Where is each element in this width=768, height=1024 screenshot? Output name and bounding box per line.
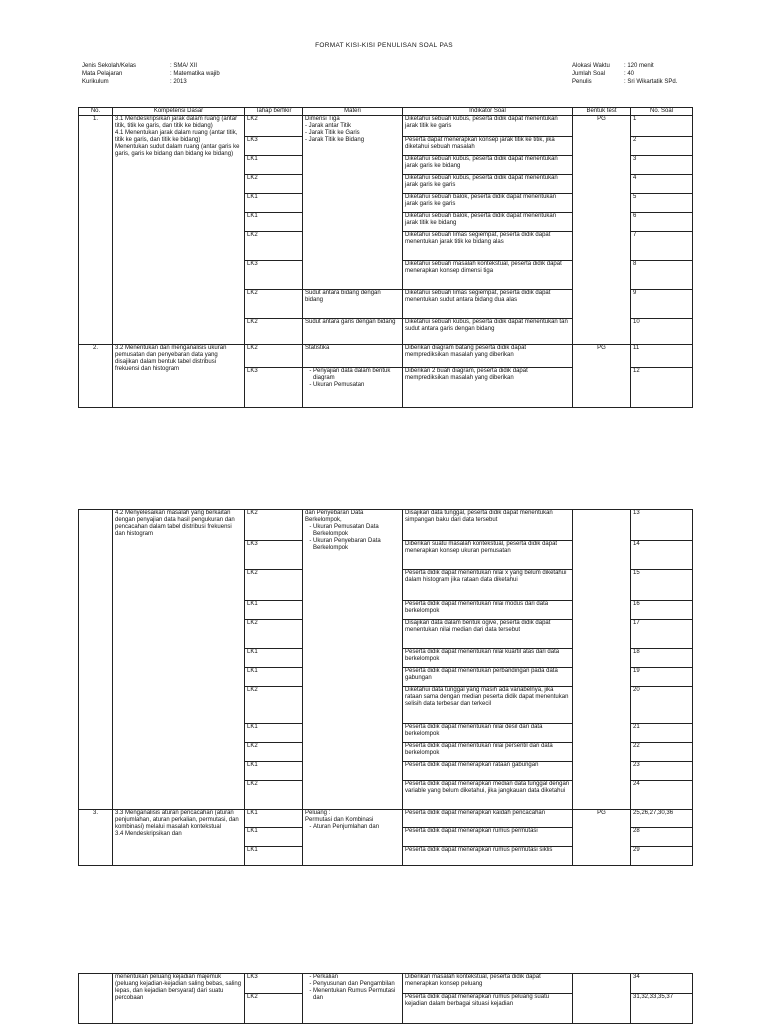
cell-tahap-berfikir: LK3: [245, 541, 303, 570]
cell-materi: [303, 510, 403, 810]
cell-indikator-soal: Peserta didik dapat menentukan nilai desil dari data berkelompok: [403, 724, 573, 743]
cell-no-soal: 34: [631, 974, 693, 994]
cell-tahap-berfikir: LK2: [245, 290, 303, 319]
materi-line: - Jarak Titik ke Bidang: [305, 137, 365, 143]
cell-tahap-berfikir: LK2: [245, 510, 303, 541]
cell-materi: [303, 345, 403, 368]
cell-tahap-berfikir: LK2: [245, 570, 303, 601]
cell-indikator-soal: Peserta didik dapat menerapkan rataan gabungan: [403, 762, 573, 781]
kd-line: Menentukan sudut dalam ruang (antar garis ke garis, garis ke bidang dan bidang ke bidang): [115, 144, 240, 157]
materi-list-item: - Perkalian: [313, 974, 400, 981]
cell-indikator-soal: Diketahui sebuah limas segiempat, peserta didik dapat menentukan sudut antara bidang dua alas: [403, 290, 573, 319]
cell-no-soal: 10: [631, 319, 693, 345]
materi-list-item: - Ukuran Penyebaran Data Berkelompok: [313, 538, 400, 552]
cell-no-soal: 20: [631, 687, 693, 724]
cell-tahap-berfikir: LK1: [245, 762, 303, 781]
cell-tahap-berfikir: LK2: [245, 620, 303, 649]
materi-line: Dimensi Tiga: [305, 116, 340, 122]
cell-no-soal: 24: [631, 781, 693, 810]
cell-tahap-berfikir: LK2: [245, 319, 303, 345]
column-header: Bentuk test: [573, 108, 631, 116]
cell-no-soal: 8: [631, 261, 693, 290]
cell-tahap-berfikir: LK1: [245, 668, 303, 687]
cell-kompetensi-dasar: [113, 116, 245, 345]
cell-no-soal: 15: [631, 570, 693, 601]
materi-line: Sudut antara bidang dengan bidang: [305, 290, 381, 303]
cell-indikator-soal: Diberikan 2 buah diagram, peserta didik dapat memprediksikan masalah yang diberikan: [403, 368, 573, 408]
cell-indikator-soal: Diberikan masalah kontekstual, peserta didik dapat menerapkan konsep peluang: [403, 974, 573, 994]
cell-indikator-soal: Diketahui sebuah kubus, peserta didik dapat menentukan jarak garis ke garis: [403, 175, 573, 194]
kd-line: 3.2 Menentukan dan menganalisis ukuran pemusatan dan penyebaran data yang disajikan dalam bentuk tabel distribusi frekuensi dan histogram: [115, 345, 227, 372]
cell-no-soal: 2: [631, 137, 693, 156]
kisi-table-page-3: [78, 973, 693, 1024]
cell-materi: [303, 974, 403, 1024]
cell-tahap-berfikir: LK2: [245, 743, 303, 762]
materi-list: [305, 974, 400, 1002]
cell-indikator-soal: Diketahui sebuah kubus, peserta didik dapat menentukan jarak garis ke bidang: [403, 156, 573, 175]
table-row: [79, 974, 693, 994]
cell-indikator-soal: Diketahui sebuah balok, peserta didik dapat menentukan jarak garis ke garis: [403, 194, 573, 213]
cell-tahap-berfikir: LK3: [245, 368, 303, 408]
cell-tahap-berfikir: LK1: [245, 194, 303, 213]
cell-no-soal: 22: [631, 743, 693, 762]
cell-indikator-soal: Peserta didik dapat menerapkan kaidah pencacahan: [403, 810, 573, 828]
table-row: [79, 116, 693, 137]
meta-label: Kurikulum: [82, 79, 109, 85]
table-row: [79, 510, 693, 541]
cell-no-soal: 11: [631, 345, 693, 368]
meta-left: [82, 62, 220, 86]
cell-tahap-berfikir: LK1: [245, 847, 303, 866]
cell-no-soal: 12: [631, 368, 693, 408]
column-header: No. Soal: [631, 108, 693, 116]
cell-bentuk-test: PG: [573, 345, 631, 408]
cell-no-soal: 25,26,27,30,36: [631, 810, 693, 828]
meta-value: : SMA/ XII: [170, 63, 198, 69]
header-row: [79, 108, 693, 116]
cell-no-soal: 18: [631, 649, 693, 668]
cell-kompetensi-dasar: [113, 510, 245, 810]
cell-materi: [303, 116, 403, 290]
cell-no-soal: 16: [631, 601, 693, 620]
cell-no-soal: 7: [631, 232, 693, 261]
cell-indikator-soal: Diketahui sebuah masalah kontekstual, peserta didik dapat menerapkan konsep dimensi tiga: [403, 261, 573, 290]
cell-tahap-berfikir: LK2: [245, 116, 303, 137]
cell-indikator-soal: Peserta didik dapat menerapkan rumus permutasi siklis: [403, 847, 573, 866]
column-header: No.: [79, 108, 113, 116]
meta-value: : 120 menit: [624, 63, 654, 69]
cell-tahap-berfikir: LK1: [245, 828, 303, 847]
cell-materi: [303, 319, 403, 345]
cell-indikator-soal: Peserta didik dapat menentukan nilai persentil dari data berkelompok: [403, 743, 573, 762]
cell-indikator-soal: Peserta didik dapat menentukan nilai modus dari data berkelompok: [403, 601, 573, 620]
cell-bentuk-test: [573, 510, 631, 810]
materi-line: - Jarak antar Titik: [305, 123, 352, 129]
kisi-table-page-1: [78, 107, 693, 408]
materi-line: Statistika: [305, 345, 330, 351]
cell-no-soal: 19: [631, 668, 693, 687]
kd-line: 3.4 Mendeskripsikan dan: [115, 831, 182, 837]
cell-no: 1.: [79, 116, 113, 345]
cell-no-soal: 17: [631, 620, 693, 649]
materi-list-item: - Aturan Penjumlahan dan: [313, 824, 400, 831]
meta-value: : Matematika wajib: [170, 71, 220, 77]
cell-tahap-berfikir: LK2: [245, 175, 303, 194]
materi-list: [305, 368, 400, 389]
cell-no-soal: 29: [631, 847, 693, 866]
materi-list: [305, 524, 400, 552]
cell-indikator-soal: Diberikan diagram batang peserta didik dapat memprediksikan masalah yang diberikan: [403, 345, 573, 368]
cell-kompetensi-dasar: [113, 345, 245, 408]
cell-no-soal: 4: [631, 175, 693, 194]
cell-no-soal: 1: [631, 116, 693, 137]
cell-indikator-soal: Disajikan data tunggal, peserta didik dapat menentukan simpangan baku dari data tersebut: [403, 510, 573, 541]
meta-value: : 2013: [170, 79, 187, 85]
cell-no: [79, 974, 113, 1024]
cell-indikator-soal: Diketahui data tunggal yang masih ada variabelnya, jika rataan sama dengan median peserta didik dapat menentukan selisih data terbesar dan terkecil: [403, 687, 573, 724]
cell-tahap-berfikir: LK1: [245, 156, 303, 175]
kd-line: 4.2 Menyelesaikan masalah yang berkaitan dengan penyajian data hasil pengukuran dan pencacahan dalam tabel distribusi frekuensi dan histogram: [115, 510, 235, 537]
cell-indikator-soal: Diberikan suatu masalah kontekstual, peserta didik dapat menerapkan konsep ukuran pemusatan: [403, 541, 573, 570]
column-header: Materi: [303, 108, 403, 116]
cell-bentuk-test: [573, 974, 631, 1024]
kd-line: 3.1 Mendeskripsikan jarak dalam ruang (antar titik, titik ke garis, dan titik ke bidang): [115, 116, 238, 129]
materi-line: dan Penyebaran Data Berkelompok,: [305, 510, 364, 523]
materi-line: Sudut antara garis dengan bidang: [305, 319, 396, 325]
kd-line: 4.1 Menentukan jarak dalam ruang (antar titik, titik ke garis, dan titik ke bidang): [115, 130, 238, 143]
cell-no-soal: 23: [631, 762, 693, 781]
cell-kompetensi-dasar: [113, 974, 245, 1024]
cell-indikator-soal: Diketahui sebuah kubus, peserta didik dapat menentukan tan sudut antara garis dengan bidang: [403, 319, 573, 345]
cell-indikator-soal: Diketahui sebuah limas segiempat, peserta didik dapat menentukan jarak titik ke bidang alas: [403, 232, 573, 261]
cell-indikator-soal: Diketahui sebuah balok, peserta didik dapat menentukan jarak titik ke bidang: [403, 213, 573, 232]
cell-no-soal: 21: [631, 724, 693, 743]
materi-list-item: - Menentukan Rumus Permutasi dan: [313, 988, 400, 1002]
cell-no-soal: 9: [631, 290, 693, 319]
materi-list: [305, 824, 400, 831]
column-header: Indikator Soal: [403, 108, 573, 116]
cell-tahap-berfikir: LK1: [245, 213, 303, 232]
cell-no-soal: 14: [631, 541, 693, 570]
cell-tahap-berfikir: LK3: [245, 137, 303, 156]
cell-tahap-berfikir: LK2: [245, 781, 303, 810]
meta-label: Alokasi Waktu: [572, 63, 610, 69]
cell-indikator-soal: Peserta didik dapat menentukan nilai kuartil atas dari data berkelompok: [403, 649, 573, 668]
cell-no: 2.: [79, 345, 113, 408]
cell-materi: [303, 368, 403, 408]
cell-tahap-berfikir: LK1: [245, 724, 303, 743]
meta-value: : Sri Wikartatik SPd.: [624, 79, 678, 85]
materi-list-item: - Ukuran Pemusatan Data Berkelompok: [313, 524, 400, 538]
cell-tahap-berfikir: LK1: [245, 810, 303, 828]
column-header: Tahap berfikir: [245, 108, 303, 116]
cell-kompetensi-dasar: [113, 810, 245, 866]
page-title: FORMAT KISI-KISI PENULISAN SOAL PAS: [315, 42, 453, 49]
cell-indikator-soal: Disajikan data dalam bentuk ogive, peserta didik dapat menentukan nilai median dari data tersebut: [403, 620, 573, 649]
kd-line: menentukan peluang kejadian majemuk (peluang kejadian-kejadian saling bebas, saling lepas, dan kejadian bersyarat) dari suatu percobaan: [115, 974, 242, 1001]
cell-tahap-berfikir: LK2: [245, 345, 303, 368]
cell-materi: [303, 810, 403, 866]
kisi-table-page-2: [78, 509, 693, 866]
column-header: Kompetensi Dasar: [113, 108, 245, 116]
cell-indikator-soal: Peserta didik dapat menerapkan rumus permutasi: [403, 828, 573, 847]
cell-indikator-soal: Peserta didik dapat menerapkan rumus peluang suatu kejadian dalam berbagai situasi kejadian: [403, 994, 573, 1024]
meta-label: Mata Pelajaran: [82, 71, 123, 77]
cell-tahap-berfikir: LK2: [245, 232, 303, 261]
cell-indikator-soal: Peserta didik dapat menentukan nilai x yang belum diketahui dalam histogram jika rataan data diketahui: [403, 570, 573, 601]
cell-no-soal: 6: [631, 213, 693, 232]
cell-no-soal: 31,32,33,35,37: [631, 994, 693, 1024]
materi-line: - Jarak Titik ke Garis: [305, 130, 360, 136]
cell-tahap-berfikir: LK3: [245, 974, 303, 994]
cell-tahap-berfikir: LK3: [245, 261, 303, 290]
cell-tahap-berfikir: LK2: [245, 994, 303, 1024]
meta-right: [572, 62, 677, 86]
cell-bentuk-test: PG: [573, 116, 631, 345]
materi-line: Peluang :: [305, 810, 331, 816]
materi-list-item: - Penyusunan dan Pengambilan: [313, 981, 400, 988]
cell-bentuk-test: PG: [573, 810, 631, 866]
cell-no: [79, 510, 113, 810]
cell-materi: [303, 290, 403, 319]
cell-indikator-soal: Peserta dapat menerapkan konsep jarak titik ke titik, jika diketahui sebuah masalah: [403, 137, 573, 156]
meta-value: : 40: [624, 71, 635, 77]
table-row: [79, 345, 693, 368]
table-row: [79, 810, 693, 828]
cell-indikator-soal: Diketahui sebuah kubus, peserta didik dapat menentukan jarak titik ke garis: [403, 116, 573, 137]
materi-line: Permutasi dan Kombinasi: [305, 817, 374, 823]
meta-label: Jumlah Soal: [572, 71, 606, 77]
materi-list-item: - Ukuran Pemusatan: [313, 382, 400, 389]
cell-no: 3.: [79, 810, 113, 866]
cell-no-soal: 5: [631, 194, 693, 213]
cell-no-soal: 28: [631, 828, 693, 847]
cell-no-soal: 13: [631, 510, 693, 541]
kd-line: 3.3 Menganalisis aturan pencacahan (aturan penjumlahan, aturan perkalian, permutasi, dan kombinasi) melalui masalah kontekstual: [115, 810, 239, 830]
cell-indikator-soal: Peserta didik dapat menerapkan median data tunggal dengan variable yang belum diketahui, jika jangkauan data diketahui: [403, 781, 573, 810]
meta-label: Jenis Sekolah/Kelas: [82, 63, 137, 69]
cell-no-soal: 3: [631, 156, 693, 175]
cell-indikator-soal: Peserta didik dapat menentukan perbandingan pada data gabungan: [403, 668, 573, 687]
cell-tahap-berfikir: LK2: [245, 687, 303, 724]
cell-tahap-berfikir: LK1: [245, 601, 303, 620]
meta-label: Penulis: [572, 79, 592, 85]
cell-tahap-berfikir: LK1: [245, 649, 303, 668]
materi-list-item: - Penyajian data dalam bentuk diagram: [313, 368, 400, 382]
